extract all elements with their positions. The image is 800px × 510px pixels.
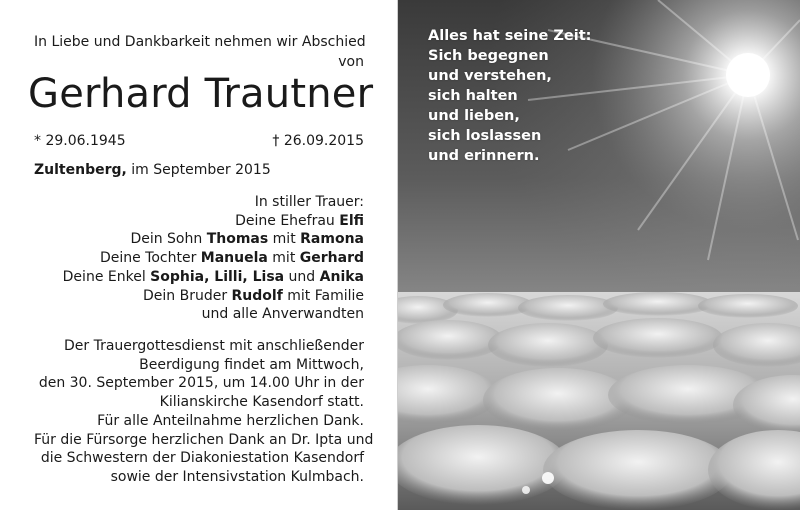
service-line: Beerdigung findet am Mittwoch, <box>139 356 364 373</box>
mourner-name: Anika <box>319 268 364 285</box>
mourner-relatives: und alle Anverwandten <box>201 306 364 323</box>
service-line: die Schwestern der Diakoniestation Kasendorf <box>40 450 364 467</box>
intro-line: In Liebe und Dankbarkeit nehmen wir Abschied <box>34 34 366 50</box>
poem-line: sich halten <box>428 88 518 104</box>
place-name: Zultenberg, <box>34 162 127 178</box>
mourner-name: Elfi <box>339 212 364 229</box>
place-month: im September 2015 <box>126 162 271 178</box>
light-reflection <box>542 472 554 484</box>
service-line: Kilianskirche Kasendorf statt. <box>159 394 364 411</box>
poem-line: und lieben, <box>428 108 520 124</box>
poem-line: Alles hat seine Zeit: <box>428 28 592 44</box>
poem-line: und verstehen, <box>428 68 552 84</box>
intro-line: von <box>338 54 364 70</box>
service-line: sowie der Intensivstation Kulmbach. <box>110 468 364 485</box>
place-date <box>34 160 364 180</box>
mourner-label: und <box>284 268 320 285</box>
mourner-name: Sophia, Lilli, Lisa <box>150 268 285 285</box>
mourner-label: Deine Enkel <box>62 268 151 285</box>
mourner-label: mit Familie <box>282 287 364 304</box>
poem-text <box>428 26 591 166</box>
mourners-heading: In stiller Trauer: <box>254 194 364 210</box>
service-line: Der Trauergottesdienst mit anschließender <box>64 338 364 354</box>
mourner-grandchildren <box>34 268 364 287</box>
mourner-label: Dein Bruder <box>142 287 232 304</box>
funeral-service-info <box>34 337 374 487</box>
life-dates <box>34 131 364 151</box>
mourner-name: Rudolf <box>231 287 283 304</box>
mourner-brother <box>34 287 364 306</box>
service-line: den 30. September 2015, um 14.00 Uhr in der <box>38 375 364 392</box>
poem-line: und erinnern. <box>428 148 540 164</box>
mourner-son <box>34 230 364 249</box>
poem-line: sich loslassen <box>428 128 542 144</box>
mourner-label: mit <box>267 250 300 267</box>
mourner-name: Ramona <box>300 231 364 248</box>
birth-date: * 29.06.1945 <box>34 133 126 149</box>
sun-icon <box>726 53 770 97</box>
intro-text <box>34 32 364 72</box>
mourner-name: Thomas <box>206 231 269 248</box>
service-line: Für alle Anteilnahme herzlichen Dank. <box>97 412 364 429</box>
service-line: Für die Fürsorge herzlichen Dank an Dr. Ipta und <box>34 431 374 448</box>
mourner-wife <box>34 212 364 231</box>
mourner-name: Manuela <box>200 250 268 267</box>
light-reflection <box>522 486 530 494</box>
mourner-label: Deine Tochter <box>99 250 201 267</box>
text-panel <box>0 0 398 510</box>
mourner-daughter <box>34 249 364 268</box>
mourners-list <box>34 193 364 324</box>
mourner-name: Gerhard <box>299 250 364 267</box>
poem-line: Sich begegnen <box>428 48 549 64</box>
death-date: † 26.09.2015 <box>272 133 364 149</box>
mourner-label: mit <box>268 231 301 248</box>
mourner-label: Deine Ehefrau <box>235 212 340 229</box>
mourner-label: Dein Sohn <box>130 231 207 248</box>
deceased-name: Gerhard Trautner <box>28 71 374 117</box>
